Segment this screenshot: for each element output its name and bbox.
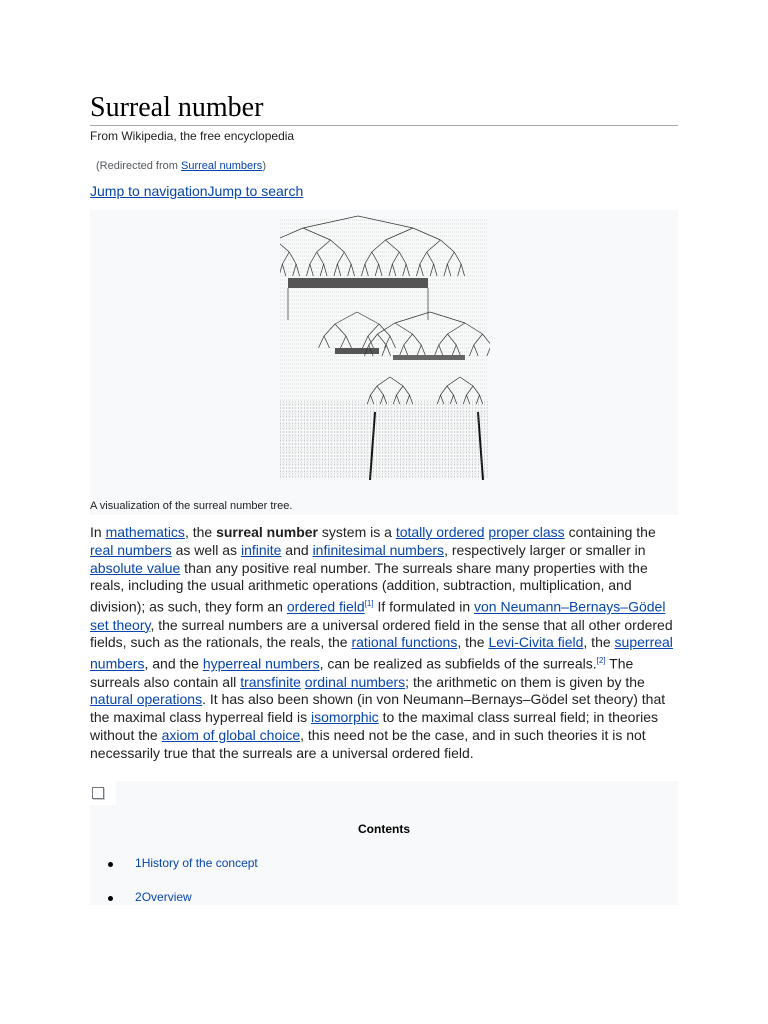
link-rational-functions[interactable]: rational functions — [351, 634, 458, 651]
tree-top-edge — [310, 252, 317, 264]
tree-mid-right-edge — [469, 345, 473, 356]
text: . It has also been shown (in von Neumann–Bernays–Gödel set theory) that the maximal class hyperreal field is — [90, 691, 666, 726]
tree-low-right-edge — [441, 386, 448, 395]
tree-top-edge — [293, 264, 296, 276]
jump-to-search-link[interactable]: Jump to search — [207, 183, 304, 199]
tree-low-left-edge — [367, 395, 370, 404]
text: , the surreal numbers are a universal ordered field in the sense that all other ordered fields, such as the rationals, the reals, the — [90, 616, 673, 651]
tree-low-right-edge — [447, 386, 454, 395]
tree-top-edge — [444, 264, 447, 276]
tree-top-edge — [358, 216, 413, 228]
tree-low-left-edge — [371, 395, 374, 404]
tree-mid-right-edge — [399, 345, 403, 356]
tree-mid-right-edge — [448, 323, 466, 334]
link-ordered-field[interactable]: ordered field — [286, 598, 365, 615]
tree-top-edge — [399, 252, 406, 264]
text: , can be realized as subfields of the surreals. — [319, 655, 597, 672]
text: ; the arithmetic on them is given by the — [405, 673, 645, 690]
tree-mid-right-edge — [448, 334, 457, 345]
link-totally-ordered[interactable]: totally ordered — [395, 524, 485, 540]
text: to the maximal class surreal field; in theories without the — [90, 709, 659, 744]
tree-top-edge — [392, 264, 395, 276]
link-nbg-set-theory[interactable]: von Neumann–Bernays–Gödel set theory — [90, 598, 666, 633]
tree-mid-left-edge — [341, 336, 347, 348]
text: The surreals also contain all — [90, 655, 634, 690]
tree-mid-right-edge — [369, 334, 378, 345]
redirect-link[interactable]: Surreal numbers — [180, 160, 263, 172]
toc-item-history[interactable] — [112, 856, 258, 870]
link-infinite[interactable]: infinite — [240, 541, 282, 558]
tree-top-edge — [317, 252, 324, 264]
link-ordinal-numbers[interactable]: ordinal numbers — [304, 673, 406, 690]
tree-low-right-edge — [476, 395, 479, 404]
tree-mid-right-edge — [452, 345, 456, 356]
tree-top-edge — [324, 264, 327, 276]
tree-top-edge — [306, 264, 309, 276]
tree-top-edge — [344, 252, 351, 264]
link-infinitesimal-numbers[interactable]: infinitesimal numbers — [312, 541, 445, 558]
tree-top-edge — [365, 264, 368, 276]
page-title: Surreal number — [90, 92, 264, 123]
redirect-prefix: (Redirected from — [96, 160, 181, 172]
text: system is a — [318, 524, 396, 540]
tree-top-edge — [351, 264, 354, 276]
link-absolute-value[interactable]: absolute value — [90, 559, 181, 576]
link-levi-civita-field[interactable]: Levi-Civita field — [488, 634, 584, 651]
tree-top-edge — [372, 240, 386, 252]
tree-low-left-edge — [377, 386, 384, 395]
tree-mid-left-edge — [363, 336, 369, 348]
tree-mid-right-edge — [439, 334, 448, 345]
tree-dense-band — [393, 355, 465, 360]
tree-column — [370, 412, 375, 480]
tree-mid-right-edge — [395, 312, 430, 323]
text: , this need not be the case, and in such theories it is not necessarily true that the surreals are a universal ordered field. — [90, 727, 646, 761]
tree-low-right-edge — [473, 386, 480, 395]
text: and — [281, 541, 313, 558]
text: as well as — [171, 541, 241, 558]
toc-toggle-area — [90, 781, 116, 805]
citation-2[interactable]: [2] — [596, 656, 606, 666]
tree-low-left-edge — [403, 386, 410, 395]
tree-top-edge — [427, 252, 434, 264]
tree-mid-left-edge — [357, 312, 379, 324]
tree-top-edge — [430, 264, 433, 276]
bullet-icon — [108, 862, 113, 867]
tree-low-right-edge — [454, 395, 457, 404]
toc-number: 2 — [135, 890, 142, 904]
tree-mid-right-edge — [456, 345, 460, 356]
surreal-tree-image[interactable] — [280, 212, 490, 487]
link-isomorphic[interactable]: isomorphic — [310, 709, 379, 726]
tree-mid-left-edge — [346, 336, 352, 348]
tree-top-edge — [447, 252, 454, 264]
tree-mid-right-edge — [404, 345, 408, 356]
citation-1[interactable]: [1] — [364, 599, 374, 609]
tree-mid-right-edge — [430, 312, 465, 323]
toc-toggle-checkbox[interactable] — [92, 787, 104, 799]
tree-top-edge — [413, 228, 441, 240]
tree-low-left-edge — [377, 377, 390, 386]
tree-mid-left-edge — [319, 336, 325, 348]
intro-paragraph — [90, 524, 678, 763]
tree-top-edge — [361, 264, 364, 276]
tree-top-edge — [348, 264, 351, 276]
tree-top-edge — [434, 264, 437, 276]
tree-top-edge — [331, 240, 345, 252]
tree-top-edge — [320, 264, 323, 276]
text: If formulated in — [373, 598, 474, 615]
tree-column — [478, 412, 483, 480]
text: , respectively larger or smaller in — [444, 541, 646, 558]
link-superreal-numbers[interactable]: superreal numbers — [90, 634, 673, 672]
tree-mid-right-edge — [404, 334, 413, 345]
tree-top-edge — [280, 228, 303, 240]
figure-caption: A visualization of the surreal number tree. — [90, 500, 293, 512]
tree-low-left-edge — [393, 395, 396, 404]
link-hyperreal-numbers[interactable]: hyperreal numbers — [202, 655, 320, 672]
redirect-notice — [96, 160, 266, 172]
tree-low-right-edge — [447, 377, 460, 386]
tree-mid-right-edge — [474, 334, 483, 345]
toc-label: Overview — [141, 890, 192, 904]
tree-mid-right-edge — [417, 345, 421, 356]
figure-thumbnail — [90, 210, 678, 515]
tree-low-right-edge — [480, 395, 483, 404]
tree-top-edge — [337, 252, 344, 264]
jump-links — [90, 183, 303, 199]
jump-to-navigation-link[interactable]: Jump to navigation — [90, 183, 208, 199]
tree-mid-left-edge — [390, 336, 396, 348]
tree-top-edge — [441, 240, 455, 252]
tree-top-edge — [403, 264, 406, 276]
tree-low-right-edge — [463, 395, 466, 404]
tree-top-edge — [420, 252, 427, 264]
tree-top-edge — [296, 264, 299, 276]
tree-mid-right-edge — [378, 334, 387, 345]
tree-low-left-edge — [371, 386, 378, 395]
tree-mid-right-edge — [413, 334, 422, 345]
tree-mid-left-edge — [324, 336, 330, 348]
bullet-icon — [108, 896, 113, 901]
link-mathematics[interactable]: mathematics — [105, 524, 185, 540]
tree-mid-right-edge — [487, 345, 490, 356]
tree-mid-left-edge — [335, 324, 346, 336]
tree-low-left-edge — [397, 395, 400, 404]
tree-top-edge — [303, 228, 331, 240]
tree-top-edge — [282, 264, 285, 276]
tree-low-left-edge — [390, 377, 403, 386]
tree-mid-left-edge — [335, 312, 357, 324]
tree-low-right-edge — [460, 377, 473, 386]
tree-top-edge — [303, 216, 358, 228]
tree-dense-band — [335, 348, 379, 354]
text: In — [90, 524, 106, 540]
link-natural-operations[interactable]: natural operations — [90, 691, 203, 708]
tree-low-left-edge — [406, 395, 409, 404]
link-transfinite[interactable]: transfinite — [240, 673, 301, 690]
tagline: From Wikipedia, the free encyclopedia — [90, 129, 295, 143]
tree-top-edge — [334, 264, 337, 276]
table-of-contents — [90, 781, 678, 905]
tree-low-right-edge — [441, 395, 444, 404]
tree-top-edge — [310, 264, 313, 276]
tree-low-left-edge — [397, 386, 404, 395]
tree-top-edge — [289, 252, 296, 264]
tree-low-left-edge — [384, 395, 387, 404]
tree-top-edge — [317, 240, 331, 252]
toc-item-overview[interactable] — [112, 890, 192, 904]
bold-term: surreal number — [216, 524, 319, 540]
tree-mid-right-edge — [483, 334, 491, 345]
tree-top-edge — [386, 228, 414, 240]
tree-top-edge — [454, 252, 461, 264]
tree-top-edge — [389, 264, 392, 276]
tree-top-edge — [282, 252, 289, 264]
tree-top-edge — [416, 264, 419, 276]
text: , the — [583, 634, 615, 651]
toc-title: Contents — [358, 822, 410, 836]
tree-top-edge — [379, 264, 382, 276]
tree-low-right-edge — [450, 395, 453, 404]
text: , the — [184, 524, 217, 540]
tree-mid-left-edge — [324, 324, 335, 336]
tree-mid-right-edge — [386, 345, 390, 356]
tree-top-edge — [337, 264, 340, 276]
text: than any positive real number. The surreals share many properties with the reals, including the usual arithmetic operations (addition, subtraction, multiplication, and division); as such, they form an — [90, 559, 648, 615]
tree-mid-right-edge — [395, 323, 413, 334]
tree-mid-right-edge — [439, 345, 443, 356]
tree-low-right-edge — [437, 395, 440, 404]
tree-top-edge — [280, 264, 282, 276]
tree-top-edge — [392, 252, 399, 264]
tree-mid-left-edge — [385, 336, 391, 348]
tree-top-edge — [375, 264, 378, 276]
tree-top-edge — [386, 240, 400, 252]
tree-top-edge — [427, 240, 441, 252]
tree-low-right-edge — [467, 386, 474, 395]
tree-top-edge — [447, 264, 450, 276]
tree-top-edge — [372, 252, 379, 264]
tree-top-edge — [420, 264, 423, 276]
tree-top-edge — [458, 264, 461, 276]
title-divider — [90, 125, 678, 126]
tree-top-edge — [461, 264, 464, 276]
redirect-suffix: ) — [262, 160, 266, 172]
tree-low-right-edge — [467, 395, 470, 404]
tree-mid-right-edge — [465, 323, 483, 334]
tree-dense-band — [288, 278, 428, 288]
tree-top-edge — [406, 264, 409, 276]
toc-label: History of the concept — [141, 856, 258, 870]
tree-top-edge — [365, 252, 372, 264]
tree-mid-right-edge — [382, 345, 386, 356]
link-axiom-of-global-choice[interactable]: axiom of global choice — [161, 727, 301, 744]
tree-low-left-edge — [380, 395, 383, 404]
tree-mid-right-edge — [421, 345, 425, 356]
tree-mid-right-edge — [434, 345, 438, 356]
toc-number: 1 — [135, 856, 142, 870]
tree-low-left-edge — [410, 395, 413, 404]
link-real-numbers[interactable]: real numbers — [90, 541, 172, 558]
text: containing the — [564, 524, 656, 540]
tree-mid-right-edge — [474, 345, 478, 356]
text: , the — [457, 634, 489, 651]
tree-top-edge — [280, 240, 289, 252]
text: , and the — [144, 655, 203, 672]
link-proper-class[interactable]: proper class — [488, 524, 565, 540]
